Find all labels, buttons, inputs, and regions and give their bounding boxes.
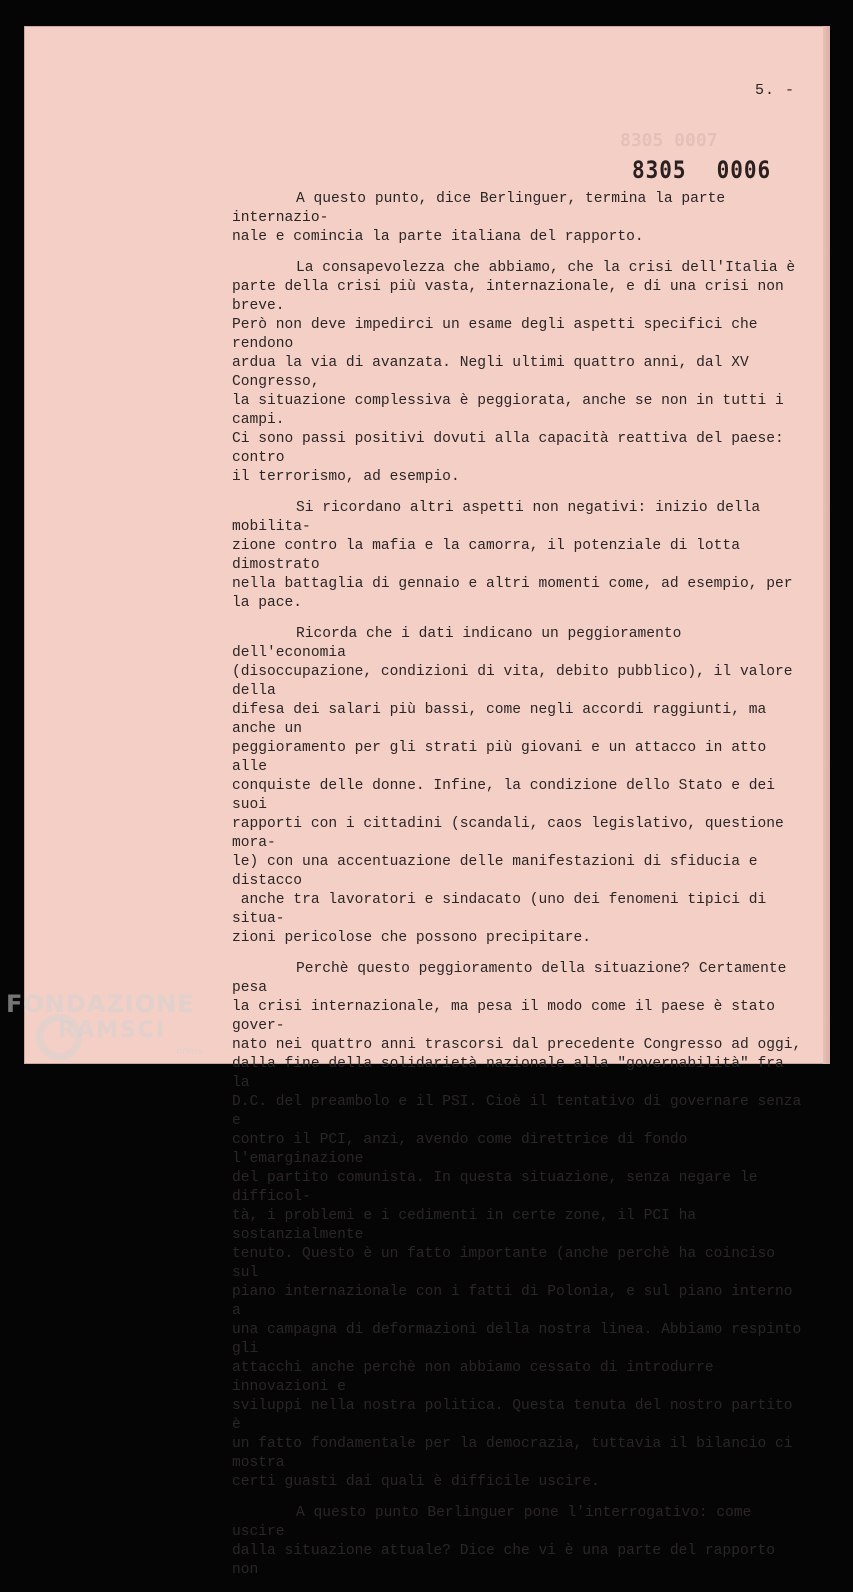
paragraph-3: Si ricordano altri aspetti non negativi: inizio della mobilita- zione contro la mafia e la camorra, il potenziale di lotta dimostrato nella battaglia di gennaio e altri momenti come, ad esempio, per la pace.: [232, 500, 793, 611]
paragraph-4: Ricorda che i dati indicano un peggioramento dell'economia (disoccupazione, condizioni di vita, debito pubblico), il valore della difesa dei salari più bassi, come negli accordi raggiunti, ma anche un peggioramento per gli strati più giovani e un attacco in atto alle conquiste delle donne. Infine, la condizione dello Stato e dei suoi rapporti con i cittadini (scandali, caos legislativo, questione mora- le) con una accentuazione delle manifestazioni di sfiducia e distacco anche tra lavoratori e sindacato (uno dei fenomeni tipici di situa- zioni pericolose che possono precipitare.: [232, 626, 793, 946]
paragraph-1: A questo punto, dice Berlinguer, termina la parte internazio- nale e comincia la parte italiana del rapporto.: [232, 191, 726, 245]
watermark-line-3: onlus: [176, 1046, 203, 1057]
paragraph-2: La consapevolezza che abbiamo, che la crisi dell'Italia è parte della crisi più vasta, internazionale, e di una crisi non breve. Però non deve impedirci un esame degli aspetti specifici che rendono ardua la via di avanzata. Negli ultimi quattro anni, dal XV Congresso, la situazione complessiva è peggiorata, anche se non in tutti i campi. Ci sono passi positivi dovuti alla capacità reattiva del paese: contro il terrorismo, ad esempio.: [232, 260, 796, 485]
watermark-line-1: FONDAZIONE: [6, 990, 195, 1018]
document-page: [24, 26, 830, 1578]
paragraph-6: A questo punto Berlinguer pone l'interrogativo: come uscire dalla situazione attuale? Dice che vi è una parte del rapporto non: [232, 1505, 775, 1578]
show-through-stamp: 8305 0007: [620, 130, 718, 151]
fondazione-gramsci-watermark: [6, 990, 216, 1070]
stamp-left: 8305: [632, 156, 687, 184]
body-text: [232, 190, 802, 1592]
watermark-line-2: RAMSCI: [58, 1018, 167, 1043]
page-number: 5. -: [755, 82, 796, 99]
stamp-right: 0006: [716, 156, 772, 184]
paragraph-5: Perchè questo peggioramento della situazione? Certamente pesa la crisi internazionale, ma pesa il modo come il paese è stato gover- nato nei quattro anni trascorsi dal precedente Congresso ad oggi, dalla fine della solidarietà nazionale alla "governabilità" fra la D.C. del preambolo e il PSI. Cioè il tentativo di governare senza e contro il PCI, anzi, avendo come direttrice di fondo l'emarginazione del partito comunista. In questa situazione, senza negare le difficol- tà, i problemi e i cedimenti in certe zone, il PCI ha sostanzialmente tenuto. Questo è un fatto importante (anche perchè ha coinciso sul piano internazionale con i fatti di Polonia, e sul piano interno a una campagna di deformazioni della nostra linea. Abbiamo respinto gli attacchi anche perchè non abbiamo cessato di introdurre innovazioni e sviluppi nella nostra politica. Questa tenuta del nostro partito è un fatto fondamentale per la democrazia, tuttavia il bilancio ci mostra certi guasti dai quali è difficile uscire.: [232, 961, 802, 1490]
archive-stamp: [632, 156, 771, 184]
